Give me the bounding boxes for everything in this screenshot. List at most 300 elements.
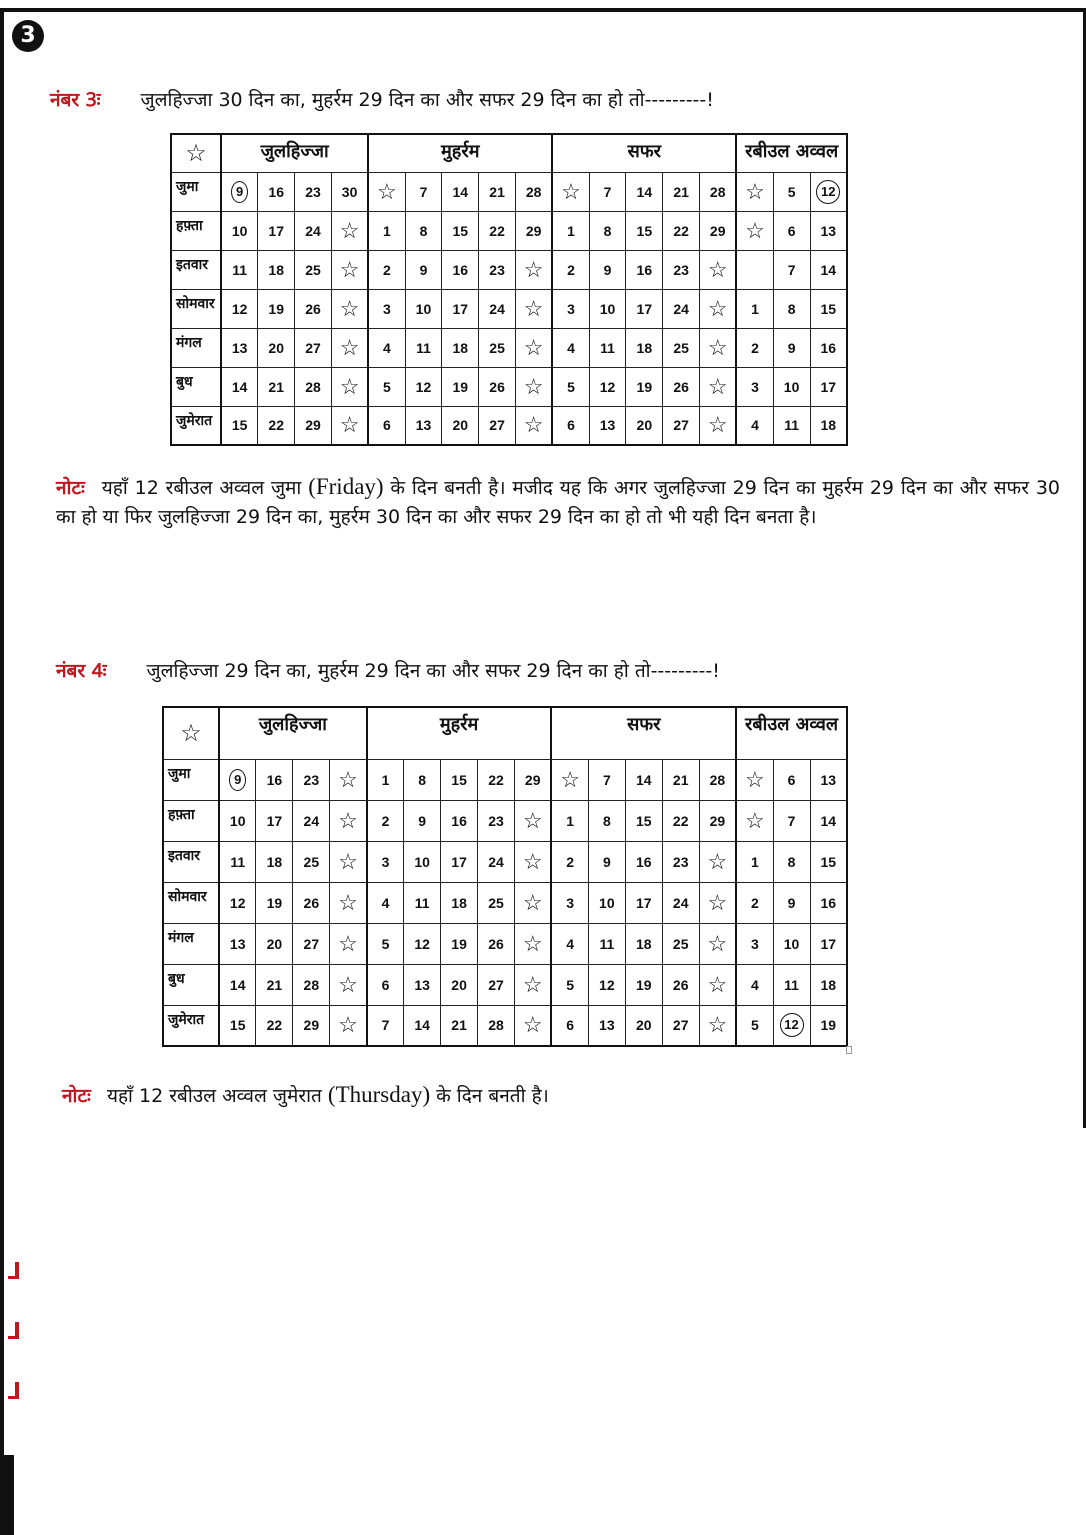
date-cell: 20 [258,328,295,367]
date-cell: 20 [442,406,479,445]
circled-date: 9 [229,769,246,791]
date-cell: 23 [663,250,700,289]
star-icon: ☆ [707,971,728,997]
month-header: सफर [552,134,736,172]
date-cell: 19 [810,1005,847,1046]
date-cell: 5 [736,1005,773,1046]
date-cell: 8 [588,800,625,841]
date-cell: 10 [405,289,442,328]
date-cell: 10 [219,800,256,841]
date-cell [221,172,258,211]
date-cell: 14 [625,759,662,800]
date-cell: 15 [810,289,847,328]
date-cell: 10 [773,367,810,406]
section-3-text: जुलहिज्जा 30 दिन का, मुहर्रम 29 दिन का और सफर 29 दिन का हो तो---------! [140,89,714,111]
margin-mark [8,1382,19,1399]
date-cell: 3 [368,289,405,328]
date-cell: 23 [293,759,330,800]
date-cell: 21 [441,1005,478,1046]
star-icon: ☆ [338,889,358,915]
date-cell: 14 [404,1005,441,1046]
star-icon: ☆ [523,412,544,438]
date-cell: 23 [662,841,699,882]
date-cell: 18 [442,328,479,367]
star-cell [700,250,737,289]
date-cell: 25 [293,841,330,882]
date-cell: 16 [441,800,478,841]
star-icon: ☆ [523,334,544,360]
star-cell [515,1005,552,1046]
star-cell [330,882,367,923]
date-cell: 16 [256,759,293,800]
date-cell: 9 [405,250,442,289]
date-cell: 4 [736,406,773,445]
star-icon: ☆ [377,178,397,204]
date-cell: 16 [810,882,847,923]
star-icon: ☆ [522,807,543,833]
date-cell: 5 [367,923,404,964]
date-cell: 23 [479,250,516,289]
star-icon: ☆ [522,930,543,956]
star-cell [331,406,368,445]
star-cell [699,882,736,923]
date-cell: 19 [625,964,662,1005]
star-icon: ☆ [707,889,728,915]
star-cell [515,882,552,923]
date-cell: 30 [331,172,368,211]
date-cell: 13 [405,406,442,445]
date-cell: 16 [626,250,663,289]
date-cell: 1 [736,289,773,328]
date-cell: 28 [700,172,737,211]
day-label: जुमा [171,172,221,211]
date-cell: 7 [589,172,626,211]
date-cell: 7 [588,759,625,800]
date-cell: 25 [662,923,699,964]
date-cell: 18 [625,923,662,964]
calendar-table-3 [170,133,848,446]
date-cell: 6 [552,406,589,445]
date-cell: 21 [663,172,700,211]
note-label: नोटः [62,1085,91,1107]
date-cell: 28 [699,759,736,800]
star-cell [736,211,773,250]
star-cell [331,250,368,289]
date-cell: 6 [551,1005,588,1046]
date-cell: 24 [662,882,699,923]
date-cell: 11 [404,882,441,923]
star-cell [700,289,737,328]
note-text-before: यहाँ 12 रबीउल अव्वल जुमेरात [106,1085,322,1107]
month-header: मुहर्रम [367,707,552,759]
date-cell: 5 [551,964,588,1005]
date-cell: 22 [662,800,699,841]
day-label: जुमेरात [163,1005,219,1046]
date-cell: 20 [256,923,293,964]
date-cell: 19 [441,923,478,964]
date-cell: 27 [293,923,330,964]
date-cell: 21 [258,367,295,406]
date-cell: 6 [368,406,405,445]
table-row [171,250,847,289]
note-label: नोटः [56,477,85,499]
day-label: इतवार [163,841,219,882]
date-cell: 10 [589,289,626,328]
date-cell: 14 [221,367,258,406]
date-cell: 29 [699,800,736,841]
date-cell: 9 [589,250,626,289]
date-cell: 11 [588,923,625,964]
table-row [163,1005,847,1046]
date-cell: 10 [221,211,258,250]
date-cell: 1 [368,211,405,250]
date-cell: 8 [589,211,626,250]
date-cell: 17 [441,841,478,882]
star-icon: ☆ [339,412,360,438]
star-icon: ☆ [744,807,765,833]
star-icon: ☆ [338,1012,358,1038]
date-cell: 17 [626,289,663,328]
section-3-label: नंबर 3ः [50,89,101,111]
date-cell: 17 [810,923,847,964]
date-cell: 14 [810,250,847,289]
date-cell: 24 [478,841,515,882]
date-cell: 11 [405,328,442,367]
date-cell: 24 [295,211,332,250]
date-cell: 15 [442,211,479,250]
date-cell: 20 [626,406,663,445]
star-cell [330,841,367,882]
table-row [171,211,847,250]
date-cell: 28 [516,172,553,211]
date-cell [219,759,256,800]
date-cell: 4 [367,882,404,923]
date-cell: 4 [368,328,405,367]
star-icon: ☆ [339,217,360,243]
date-cell: 28 [295,367,332,406]
date-cell: 25 [479,328,516,367]
day-label: बुध [163,964,219,1005]
date-cell: 7 [773,800,810,841]
date-cell: 8 [773,841,810,882]
star-icon: ☆ [707,412,728,438]
star-cell [330,964,367,1005]
day-label: इतवार [171,250,221,289]
month-header: जुलहिज्जा [219,707,367,759]
date-cell: 3 [367,841,404,882]
date-cell: 14 [219,964,256,1005]
date-cell: 13 [810,211,847,250]
star-icon: ☆ [523,373,544,399]
date-cell: 6 [773,211,810,250]
date-cell: 16 [625,841,662,882]
star-icon: ☆ [163,707,219,759]
star-cell [516,367,553,406]
date-cell: 12 [221,289,258,328]
star-icon: ☆ [338,807,358,833]
note-text-after: के दिन बनती है। मजीद यह कि अगर जुलहिज्जा 29 दिन का मुहर्रम 29 दिन का और सफर 30 का हो या फिर जुलहिज्जा 29 दिन का, मुहर्रम 30 दिन का और सफर 29 दिन का हो तो भी यही दिन बनता है। [56,477,1060,528]
date-cell: 26 [663,367,700,406]
date-cell: 18 [258,250,295,289]
table-row [171,406,847,445]
star-cell [330,1005,367,1046]
table-row [171,289,847,328]
table-row [171,172,847,211]
date-cell: 2 [736,328,773,367]
date-cell: 23 [295,172,332,211]
page-border-top [0,8,1086,12]
date-cell: 18 [626,328,663,367]
star-cell [331,367,368,406]
star-cell [700,328,737,367]
star-cell [516,328,553,367]
date-cell: 13 [810,759,847,800]
circled-date: 9 [231,181,248,203]
date-cell: 5 [552,367,589,406]
date-cell: 24 [293,800,330,841]
date-cell: 6 [367,964,404,1005]
star-icon: ☆ [745,178,765,204]
date-cell: 6 [773,759,810,800]
date-cell: 29 [295,406,332,445]
date-cell: 15 [626,211,663,250]
date-cell: 21 [479,172,516,211]
date-cell: 19 [256,882,293,923]
date-cell: 26 [295,289,332,328]
day-label: जुमा [163,759,219,800]
star-cell [736,800,773,841]
date-cell: 19 [442,367,479,406]
date-cell: 8 [404,759,441,800]
date-cell: 17 [442,289,479,328]
date-cell: 28 [478,1005,515,1046]
note-english-day: (Thursday) [327,1082,431,1107]
month-header: रबीउल अव्वल [736,707,847,759]
date-cell: 26 [293,882,330,923]
date-cell: 22 [258,406,295,445]
section-3-note [56,472,1060,532]
star-icon: ☆ [707,930,728,956]
date-cell: 14 [810,800,847,841]
date-cell: 17 [810,367,847,406]
date-cell: 15 [221,406,258,445]
note-text-after: के दिन बनती है। [436,1085,549,1107]
date-cell: 12 [404,923,441,964]
table-row [171,328,847,367]
date-cell: 24 [479,289,516,328]
date-cell: 22 [479,211,516,250]
date-cell: 19 [258,289,295,328]
date-cell: 22 [663,211,700,250]
date-cell: 9 [773,328,810,367]
star-icon: ☆ [707,373,728,399]
star-icon: ☆ [707,334,728,360]
star-icon: ☆ [338,971,358,997]
star-icon: ☆ [338,848,358,874]
star-cell [515,800,552,841]
date-cell: 18 [256,841,293,882]
star-icon: ☆ [339,334,360,360]
date-cell: 2 [551,841,588,882]
circled-date: 12 [780,1013,804,1037]
date-cell [810,172,847,211]
day-label: मंगल [171,328,221,367]
star-icon: ☆ [707,256,728,282]
date-cell: 2 [552,250,589,289]
date-cell: 27 [478,964,515,1005]
date-cell: 20 [441,964,478,1005]
section-4-text: जुलहिज्जा 29 दिन का, मुहर्रम 29 दिन का और सफर 29 दिन का हो तो---------! [146,660,720,682]
margin-mark [8,1262,19,1279]
month-header: जुलहिज्जा [221,134,368,172]
date-cell: 17 [625,882,662,923]
date-cell: 24 [663,289,700,328]
date-cell: 12 [588,964,625,1005]
star-icon: ☆ [707,1012,728,1038]
month-header: रबीउल अव्वल [736,134,847,172]
margin-mark [8,1322,19,1339]
date-cell: 15 [441,759,478,800]
date-cell: 29 [293,1005,330,1046]
calendar-table-4 [162,706,848,1047]
date-cell: 5 [773,172,810,211]
star-cell [700,406,737,445]
star-icon: ☆ [338,930,358,956]
date-cell: 22 [478,759,515,800]
star-icon: ☆ [523,256,544,282]
date-cell: 27 [479,406,516,445]
star-cell [515,841,552,882]
date-cell: 4 [551,923,588,964]
star-icon: ☆ [561,178,581,204]
date-cell: 29 [700,211,737,250]
date-cell: 11 [773,964,810,1005]
star-icon: ☆ [339,256,360,282]
star-icon: ☆ [338,766,358,792]
date-cell: 20 [625,1005,662,1046]
date-cell: 13 [404,964,441,1005]
date-cell: 18 [441,882,478,923]
date-cell: 12 [589,367,626,406]
date-cell: 21 [256,964,293,1005]
date-cell: 18 [810,406,847,445]
star-cell [736,172,773,211]
date-cell: 10 [773,923,810,964]
date-cell: 4 [552,328,589,367]
date-cell: 17 [256,800,293,841]
date-cell: 13 [589,406,626,445]
table-row [163,882,847,923]
star-icon: ☆ [522,1012,543,1038]
date-cell: 12 [219,882,256,923]
day-label: जुमेरात [171,406,221,445]
circled-date: 12 [816,180,840,204]
date-cell: 21 [662,759,699,800]
date-cell: 3 [552,289,589,328]
date-cell: 17 [258,211,295,250]
corner-mark [846,1046,852,1054]
star-icon: ☆ [560,766,581,792]
date-cell: 15 [219,1005,256,1046]
date-cell: 3 [551,882,588,923]
star-icon: ☆ [707,848,728,874]
day-label: हफ़्ता [163,800,219,841]
date-cell: 25 [295,250,332,289]
date-cell: 26 [478,923,515,964]
page-border-left-block [0,1455,14,1535]
date-cell: 3 [736,923,773,964]
date-cell: 23 [478,800,515,841]
star-icon: ☆ [523,295,544,321]
date-cell: 26 [662,964,699,1005]
date-cell: 22 [256,1005,293,1046]
date-cell: 28 [293,964,330,1005]
date-cell: 11 [221,250,258,289]
day-label: बुध [171,367,221,406]
date-cell: 19 [626,367,663,406]
star-cell [330,800,367,841]
date-cell: 29 [515,759,552,800]
date-cell: 2 [736,882,773,923]
star-cell [368,172,405,211]
date-cell: 16 [258,172,295,211]
table-row [171,367,847,406]
date-cell [773,1005,810,1046]
date-cell: 27 [295,328,332,367]
star-cell [330,923,367,964]
date-cell: 2 [367,800,404,841]
star-cell [516,289,553,328]
star-icon: ☆ [171,134,221,172]
date-cell: 3 [736,367,773,406]
date-cell: 2 [368,250,405,289]
date-cell: 10 [588,882,625,923]
date-cell: 13 [219,923,256,964]
date-cell: 1 [736,841,773,882]
day-label: सोमवार [163,882,219,923]
date-cell: 7 [405,172,442,211]
page-border-left [0,8,4,1535]
date-cell: 14 [442,172,479,211]
table-row [163,923,847,964]
date-cell: 7 [773,250,810,289]
date-cell: 4 [736,964,773,1005]
date-cell: 1 [551,800,588,841]
date-cell [736,250,773,289]
date-cell: 9 [404,800,441,841]
note-english-day: (Friday) [308,474,384,499]
date-cell: 27 [662,1005,699,1046]
star-icon: ☆ [339,295,360,321]
star-icon: ☆ [744,766,765,792]
date-cell: 13 [221,328,258,367]
date-cell: 9 [773,882,810,923]
star-cell [700,367,737,406]
date-cell: 16 [810,328,847,367]
note-text-before: यहाँ 12 रबीउल अव्वल जुमा [101,477,302,499]
star-icon: ☆ [745,217,765,243]
section-4-label: नंबर 4ः [56,660,107,682]
date-cell: 8 [405,211,442,250]
star-cell [736,759,773,800]
date-cell: 11 [589,328,626,367]
date-cell: 26 [479,367,516,406]
date-cell: 18 [810,964,847,1005]
date-cell: 15 [625,800,662,841]
star-cell [699,964,736,1005]
date-cell: 9 [588,841,625,882]
day-label: हफ़्ता [171,211,221,250]
